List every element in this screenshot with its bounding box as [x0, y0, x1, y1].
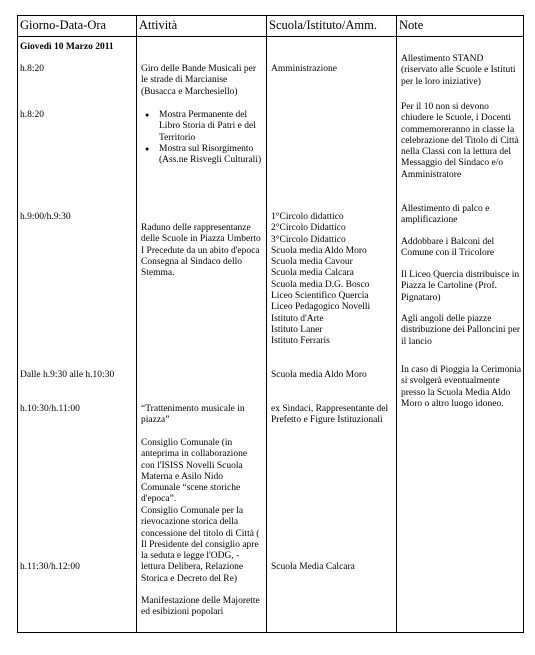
time-2: h.8:20: [20, 110, 45, 120]
school-list-item: Istituto Ferraris: [271, 336, 330, 347]
note-7: In caso di Pioggia la Cerimonia si svolgerà eventualmente presso la Scuola Media Aldo Moro o altro luogo idoneo.: [401, 365, 522, 409]
activity-6: Consiglio Comunale (in anteprima in collaborazione con l'ISISS Novelli Scuola Materna e Asilo Nido Comunale “scene storiche d'epoca”.: [141, 438, 248, 505]
school-list-item: Scuola media D.G. Bosco: [271, 279, 370, 290]
activity-3: Raduno delle rappresentanze delle Scuole in Piazza Umberto I Precedute da un abito d'epoca Consegna al Sindaco dello Stemma.: [141, 223, 261, 279]
column-divider: [396, 16, 397, 632]
time-5: h.10:30/h.11:00: [20, 404, 80, 414]
school-list-item: Scuola media Calcara: [271, 268, 354, 279]
activity-1: Giro delle Bande Musicali per le strade di Marcianise (Busacca e Marchesiello): [141, 64, 257, 97]
header-divider: [18, 36, 523, 37]
note-6: Agli angoli delle piazze distribuzione dei Palloncini per il lancio: [401, 314, 520, 347]
note-5: Il Liceo Quercia distribuisce in Piazza le Cartoline (Prof. Pignataro): [401, 270, 520, 303]
school-list-item: 1°Circolo didattico: [271, 212, 344, 222]
note-4: Addobbare i Balconi del Comune con il Tricolore: [401, 237, 495, 259]
time-4: Dalle h.9:30 alle h.10:30: [20, 370, 115, 380]
activity-5: “Trattenimento musicale in piazza”: [141, 404, 245, 426]
note-2: Per il 10 non si devono chiudere le Scuole, i Docenti commemoreranno in classe la celebrazione del Titolo di Città nella Classi con la lettura del Messaggio del Sindaco e/o Amministratore: [401, 102, 519, 180]
activity-8: Manifestazione delle Majorette ed esibizioni popolari: [141, 596, 260, 618]
schedule-table: [17, 15, 524, 633]
time-3: h.9:00/h.9:30: [20, 212, 71, 222]
school-list-item: Scuola media Aldo Moro: [271, 245, 367, 256]
bullet-icon: ●: [145, 111, 150, 119]
activity-2-item-2: [145, 144, 263, 167]
column-divider: [136, 16, 137, 632]
school-6: Scuola Media Calcara: [271, 562, 355, 572]
column-divider: [266, 16, 267, 632]
school-list-item: 2°Circolo Didattico: [271, 223, 346, 234]
header-notes: Note: [399, 18, 424, 32]
school-list-item: Liceo Pedagogico Novelli: [271, 302, 371, 313]
note-1: Allestimento STAND (riservato alle Scuole e Istituti per le loro iniziative): [401, 54, 516, 87]
school-list-item: Istituto Laner: [271, 324, 323, 335]
header-date: Giorno-Data-Ora: [20, 18, 107, 32]
activity-2-item-1-text: Mostra Permanente del Libro Storia di Patri e del Territorio: [159, 110, 256, 143]
header-activity: Attività: [139, 18, 178, 32]
school-list-item: Istituto d'Arte: [271, 313, 324, 324]
bullet-icon: ●: [145, 145, 150, 153]
note-3: Allestimento di palco e amplificazione: [401, 204, 490, 226]
school-list: [271, 212, 393, 348]
header-school: Scuola/Istituto/Amm.: [269, 18, 377, 32]
school-5: ex Sindaci, Rappresentante del Prefetto e Figure Istituzionali: [271, 404, 389, 426]
school-4: Scuola media Aldo Moro: [271, 370, 367, 380]
activity-7: Consiglio Comunale per la rievocazione storica della concessione del titolo di Città ( Il Presidente del consiglio apre la seduta e legge l'ODG, - lettura Delibera, Relazione Storica e Decreto del Re): [141, 506, 260, 584]
time-6: h.11:30/h.12:00: [20, 562, 80, 572]
time-1: h.8:20: [20, 64, 45, 74]
school-list-item: Liceo Scientifico Quercia: [271, 291, 369, 302]
school-list-item: Scuola media Cavour: [271, 257, 353, 268]
activity-2-item-1: [145, 110, 263, 144]
day-label: Giovedì 10 Marzo 2011: [20, 42, 114, 52]
school-list-item: 3°Circolo Didattico: [271, 234, 346, 245]
school-1: Amministrazione: [271, 64, 337, 74]
activity-2-item-2-text: Mostra sul Risorgimento (Ass.ne Risvegli Culturali): [159, 144, 262, 166]
